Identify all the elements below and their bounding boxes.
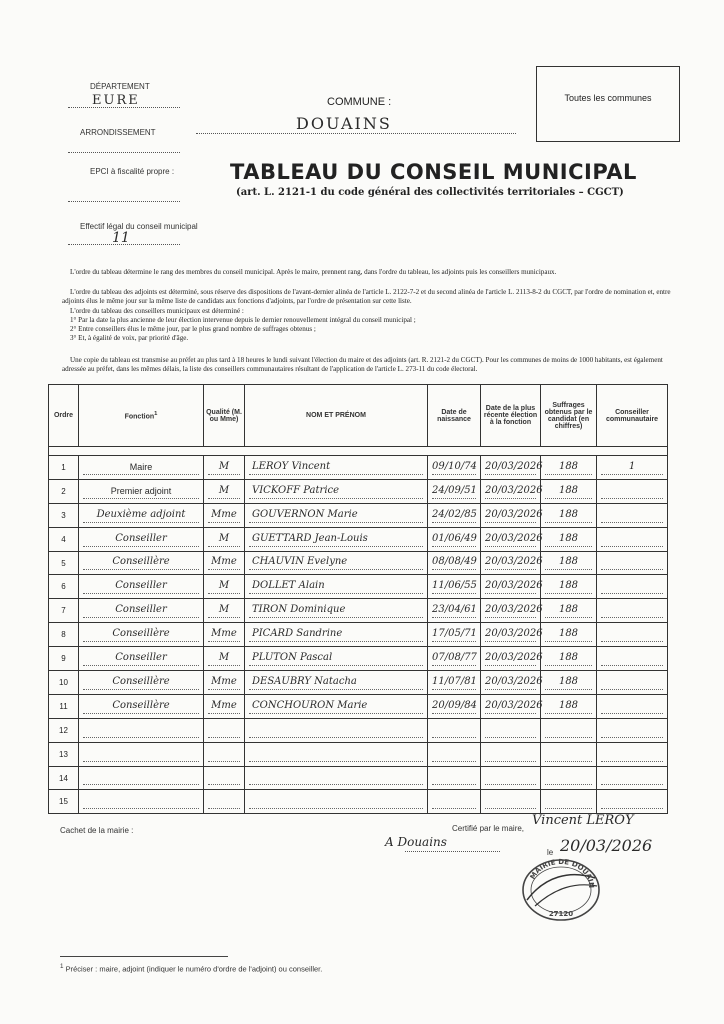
cell-fonction: [79, 479, 204, 503]
table-row: [49, 575, 668, 599]
mairie-stamp: [515, 856, 605, 924]
cell-qualite: [204, 694, 245, 718]
cell-naissance: [428, 503, 481, 527]
cell-communautaire-value: [601, 484, 663, 499]
cell-naissance-value: 09/10/74: [432, 460, 476, 475]
cell-fonction-value: [83, 794, 199, 809]
footnote-number: 1: [60, 963, 64, 970]
cell-nom: [245, 527, 428, 551]
cell-naissance: [428, 790, 481, 814]
cell-nom: [245, 671, 428, 695]
cell-qualite-value: Mme: [208, 555, 240, 570]
cell-communautaire: [597, 599, 668, 623]
cell-nom-value: CONCHOURON Marie: [249, 699, 423, 714]
cell-communautaire-value: 1: [601, 460, 663, 475]
cell-suffrages-value: 188: [545, 508, 592, 523]
paragraph-rule-3: 3° Et, à égalité de voix, par priorité d'âge.: [70, 334, 189, 342]
cell-nom: [245, 718, 428, 742]
cell-suffrages: [541, 766, 597, 790]
cell-nom-value: [249, 794, 423, 809]
cell-nom: [245, 599, 428, 623]
cell-qualite-value: [208, 770, 240, 785]
stamp-graphic: [515, 856, 605, 924]
cell-naissance: [428, 456, 481, 480]
cell-qualite-value: [208, 794, 240, 809]
cell-naissance-value: 17/05/71: [432, 627, 476, 642]
cell-naissance: [428, 599, 481, 623]
cell-fonction-value: [83, 770, 199, 785]
epci-label: EPCI à fiscalité propre :: [90, 167, 175, 176]
cell-qualite-value: Mme: [208, 508, 240, 523]
cell-nom-value: PICARD Sandrine: [249, 627, 423, 642]
cell-naissance: [428, 647, 481, 671]
cell-fonction: [79, 694, 204, 718]
cell-ordre: 2: [49, 479, 79, 503]
certifie-label: Certifié par le maire,: [452, 824, 525, 833]
cell-naissance: [428, 623, 481, 647]
cell-fonction: [79, 671, 204, 695]
table-header-row: [49, 385, 668, 447]
cell-election-value: 20/03/2026: [485, 460, 536, 475]
cell-election-value: 20/03/2026: [485, 675, 536, 690]
cell-fonction: [79, 575, 204, 599]
cell-qualite: [204, 551, 245, 575]
cell-nom-value: DESAUBRY Natacha: [249, 675, 423, 690]
arrondissement-line: [68, 152, 180, 153]
cell-suffrages: [541, 479, 597, 503]
cell-naissance-value: [432, 770, 476, 785]
cell-election-value: 20/03/2026: [485, 555, 536, 570]
cell-ordre: 9: [49, 647, 79, 671]
cell-naissance: [428, 575, 481, 599]
cell-suffrages: [541, 456, 597, 480]
cell-election-value: 20/03/2026: [485, 532, 536, 547]
cell-fonction-value: [83, 747, 199, 762]
cell-qualite-value: M: [208, 484, 240, 499]
cell-nom-value: TIRON Dominique: [249, 603, 423, 618]
cell-qualite: [204, 527, 245, 551]
cell-fonction-value: Conseillère: [83, 555, 199, 570]
cell-nom: [245, 694, 428, 718]
stamp-text: MAIRIE DE DOUAIN: [528, 857, 596, 889]
cell-fonction: [79, 503, 204, 527]
cell-fonction: [79, 527, 204, 551]
cell-nom: [245, 479, 428, 503]
cell-communautaire-value: [601, 794, 663, 809]
cell-suffrages: [541, 694, 597, 718]
cell-ordre: 11: [49, 694, 79, 718]
cell-fonction-value: Conseillère: [83, 699, 199, 714]
cell-communautaire: [597, 551, 668, 575]
cell-communautaire: [597, 623, 668, 647]
cell-suffrages-value: 188: [545, 555, 592, 570]
arrondissement-label: ARRONDISSEMENT: [80, 128, 156, 137]
effectif-line: [68, 244, 180, 245]
cell-naissance: [428, 671, 481, 695]
departement-label: DÉPARTEMENT: [90, 82, 150, 91]
cell-ordre: 8: [49, 623, 79, 647]
cell-naissance-value: [432, 794, 476, 809]
cell-qualite-value: M: [208, 603, 240, 618]
cell-ordre: 3: [49, 503, 79, 527]
cell-naissance: [428, 527, 481, 551]
header-ordre: Ordre: [49, 385, 79, 447]
table-row: [49, 551, 668, 575]
page-title: TABLEAU DU CONSEIL MUNICIPAL: [230, 160, 637, 184]
cell-communautaire-value: [601, 723, 663, 738]
cell-qualite: [204, 647, 245, 671]
cell-fonction-value: Deuxième adjoint: [83, 508, 199, 523]
cell-election: [481, 623, 541, 647]
cell-communautaire-value: [601, 651, 663, 666]
cell-suffrages-value: [545, 723, 592, 738]
cell-election: [481, 671, 541, 695]
cell-election: [481, 503, 541, 527]
paragraph-conseillers: L'ordre du tableau des conseillers municipaux est déterminé :: [70, 307, 244, 315]
cell-nom-value: GOUVERNON Marie: [249, 508, 423, 523]
cell-qualite-value: Mme: [208, 699, 240, 714]
paragraph-rule-1: 1° Par la date la plus ancienne de leur élection intervenue depuis le dernier renouvellement intégral du conseil municipal ;: [70, 316, 416, 324]
communes-box-text: Toutes les communes: [564, 93, 652, 103]
cell-naissance-value: [432, 723, 476, 738]
cell-qualite: [204, 790, 245, 814]
cell-qualite: [204, 742, 245, 766]
cell-qualite: [204, 599, 245, 623]
cell-qualite: [204, 766, 245, 790]
footnote-marker: 1: [154, 410, 158, 417]
stamp-code: 27120: [548, 910, 574, 918]
cell-election: [481, 790, 541, 814]
table-row: [49, 599, 668, 623]
cell-nom-value: PLUTON Pascal: [249, 651, 423, 666]
table-row: [49, 623, 668, 647]
communes-box: [536, 66, 680, 142]
cell-ordre: 6: [49, 575, 79, 599]
cell-qualite-value: M: [208, 532, 240, 547]
cell-naissance-value: 24/09/51: [432, 484, 476, 499]
header-election: Date de la plus récente élection à la fonction: [481, 385, 541, 447]
cell-fonction: [79, 742, 204, 766]
table-row: [49, 694, 668, 718]
departement-value: EURE: [92, 93, 140, 108]
cell-election-value: 20/03/2026: [485, 699, 536, 714]
cell-communautaire: [597, 647, 668, 671]
cell-naissance-value: [432, 747, 476, 762]
signature-date: 20/03/2026: [560, 836, 653, 855]
cell-fonction-value: Conseiller: [83, 579, 199, 594]
cell-suffrages: [541, 623, 597, 647]
cell-suffrages: [541, 599, 597, 623]
cell-fonction-value: Conseiller: [83, 603, 199, 618]
cell-naissance: [428, 479, 481, 503]
cell-ordre: 1: [49, 456, 79, 480]
cell-ordre: 15: [49, 790, 79, 814]
cell-naissance: [428, 694, 481, 718]
cell-ordre: 5: [49, 551, 79, 575]
cell-fonction: [79, 551, 204, 575]
cell-election-value: 20/03/2026: [485, 603, 536, 618]
cell-election: [481, 599, 541, 623]
cell-election: [481, 766, 541, 790]
cell-qualite: [204, 671, 245, 695]
cell-fonction-value: Conseiller: [83, 651, 199, 666]
cell-nom-value: [249, 747, 423, 762]
cell-fonction: [79, 623, 204, 647]
cell-communautaire-value: [601, 627, 663, 642]
epci-line: [68, 201, 180, 202]
signature-name: Vincent LEROY: [532, 813, 634, 828]
footnote: [60, 963, 322, 974]
cell-suffrages-value: 188: [545, 532, 592, 547]
cell-naissance-value: 11/06/55: [432, 579, 476, 594]
cell-nom-value: DOLLET Alain: [249, 579, 423, 594]
cell-communautaire: [597, 456, 668, 480]
cell-election-value: [485, 723, 536, 738]
cell-election: [481, 718, 541, 742]
cell-suffrages-value: 188: [545, 675, 592, 690]
conseil-table: [48, 384, 668, 814]
paragraph-transmission: Une copie du tableau est transmise au préfet au plus tard à 18 heures le lundi suivant l'élection du maire et des adjoints (art. R. 2121-2 du CGCT). Pour les communes de moins de 1000 habitants, est également adressée au préfet, dans les mêmes délais, la liste des conseillers communautaires résultant de l'application de l'article L. 273-11 du code électoral.: [62, 356, 663, 373]
cell-qualite-value: Mme: [208, 675, 240, 690]
cell-communautaire: [597, 575, 668, 599]
cell-qualite-value: [208, 747, 240, 762]
place-line: [405, 851, 500, 852]
cell-suffrages: [541, 551, 597, 575]
cell-election-value: 20/03/2026: [485, 651, 536, 666]
cell-communautaire-value: [601, 603, 663, 618]
cell-suffrages: [541, 647, 597, 671]
cell-fonction-value: Conseiller: [83, 532, 199, 547]
header-naissance: Date de naissance: [428, 385, 481, 447]
effectif-value: 11: [112, 230, 130, 246]
cell-suffrages-value: [545, 794, 592, 809]
cell-naissance: [428, 551, 481, 575]
cell-communautaire: [597, 671, 668, 695]
cell-naissance-value: 07/08/77: [432, 651, 476, 666]
cell-suffrages-value: 188: [545, 603, 592, 618]
cell-fonction: [79, 456, 204, 480]
table-row: [49, 790, 668, 814]
cell-election-value: [485, 794, 536, 809]
cell-ordre: 14: [49, 766, 79, 790]
cell-nom-value: [249, 723, 423, 738]
cell-election: [481, 551, 541, 575]
cell-communautaire: [597, 766, 668, 790]
cell-election: [481, 575, 541, 599]
cell-qualite: [204, 479, 245, 503]
cell-fonction-value: Conseillère: [83, 675, 199, 690]
cell-election: [481, 479, 541, 503]
cell-nom: [245, 790, 428, 814]
cell-fonction-value: [83, 723, 199, 738]
cell-naissance-value: 01/06/49: [432, 532, 476, 547]
cell-nom-value: VICKOFF Patrice: [249, 484, 423, 499]
cell-nom: [245, 766, 428, 790]
cell-suffrages-value: [545, 770, 592, 785]
paragraph-rule-2: 2° Entre conseillers élus le même jour, par le plus grand nombre de suffrages obtenus ;: [70, 325, 316, 333]
cell-election: [481, 647, 541, 671]
header-nom: NOM ET PRÉNOM: [245, 385, 428, 447]
table-row: [49, 527, 668, 551]
cell-ordre: 10: [49, 671, 79, 695]
cell-communautaire: [597, 503, 668, 527]
cell-nom-value: [249, 770, 423, 785]
footnote-text: Préciser : maire, adjoint (indiquer le numéro d'ordre de l'adjoint) ou conseiller.: [65, 964, 323, 974]
cell-qualite-value: M: [208, 460, 240, 475]
cell-suffrages-value: 188: [545, 460, 592, 475]
cell-communautaire-value: [601, 532, 663, 547]
cell-election-value: [485, 770, 536, 785]
cell-nom-value: GUETTARD Jean-Louis: [249, 532, 423, 547]
cell-fonction-value: Premier adjoint: [83, 484, 199, 499]
cell-election: [481, 456, 541, 480]
cell-nom: [245, 742, 428, 766]
cell-suffrages: [541, 503, 597, 527]
cell-communautaire-value: [601, 579, 663, 594]
cell-suffrages-value: [545, 747, 592, 762]
cell-nom: [245, 551, 428, 575]
cell-fonction-value: Maire: [83, 460, 199, 475]
cell-naissance: [428, 718, 481, 742]
departement-line: [68, 107, 180, 108]
cell-communautaire: [597, 790, 668, 814]
cell-nom-value: CHAUVIN Evelyne: [249, 555, 423, 570]
cell-ordre: 7: [49, 599, 79, 623]
commune-value: DOUAINS: [296, 114, 392, 133]
cell-nom-value: LEROY Vincent: [249, 460, 423, 475]
cell-suffrages-value: 188: [545, 699, 592, 714]
cell-qualite: [204, 503, 245, 527]
cell-qualite-value: [208, 723, 240, 738]
cell-election-value: 20/03/2026: [485, 484, 536, 499]
paragraph-ordre: L'ordre du tableau détermine le rang des membres du conseil municipal. Après le maire, prennent rang, dans l'ordre du tableau, les adjoints puis les conseillers municipaux.: [70, 268, 557, 276]
cell-communautaire: [597, 742, 668, 766]
cell-suffrages: [541, 742, 597, 766]
table-row: [49, 766, 668, 790]
cachet-label: Cachet de la mairie :: [60, 826, 134, 835]
cell-communautaire-value: [601, 747, 663, 762]
date-prefix: le: [547, 848, 554, 857]
cell-communautaire-value: [601, 508, 663, 523]
cell-communautaire-value: [601, 555, 663, 570]
header-qualite: Qualité (M. ou Mme): [204, 385, 245, 447]
cell-nom: [245, 623, 428, 647]
header-fonction: Fonction$^1$: [79, 385, 204, 447]
cell-suffrages: [541, 718, 597, 742]
cell-suffrages: [541, 575, 597, 599]
cell-qualite-value: M: [208, 651, 240, 666]
cell-election-value: 20/03/2026: [485, 627, 536, 642]
cell-nom: [245, 503, 428, 527]
cell-communautaire: [597, 527, 668, 551]
cell-communautaire-value: [601, 699, 663, 714]
header-communautaire: Conseiller communautaire: [597, 385, 668, 447]
signature-place: A Douains: [385, 835, 447, 849]
cell-ordre: 13: [49, 742, 79, 766]
cell-suffrages-value: 188: [545, 579, 592, 594]
table-row: [49, 456, 668, 480]
cell-suffrages-value: 188: [545, 484, 592, 499]
cell-qualite: [204, 718, 245, 742]
cell-naissance: [428, 766, 481, 790]
cell-election: [481, 527, 541, 551]
cell-qualite-value: M: [208, 579, 240, 594]
cell-qualite: [204, 623, 245, 647]
cell-naissance-value: 24/02/85: [432, 508, 476, 523]
table-row: [49, 503, 668, 527]
cell-communautaire-value: [601, 675, 663, 690]
cell-suffrages: [541, 790, 597, 814]
cell-election-value: 20/03/2026: [485, 579, 536, 594]
cell-communautaire-value: [601, 770, 663, 785]
table-row: [49, 647, 668, 671]
cell-communautaire: [597, 718, 668, 742]
effectif-label: Effectif légal du conseil municipal: [80, 222, 198, 231]
footnote-rule: [60, 956, 228, 957]
header-suffrages: Suffrages obtenus par le candidat (en chiffres): [541, 385, 597, 447]
cell-election: [481, 694, 541, 718]
table-row: [49, 479, 668, 503]
cell-qualite: [204, 456, 245, 480]
cell-naissance-value: 20/09/84: [432, 699, 476, 714]
cell-suffrages: [541, 671, 597, 695]
cell-election-value: 20/03/2026: [485, 508, 536, 523]
cell-fonction: [79, 647, 204, 671]
cell-naissance-value: 11/07/81: [432, 675, 476, 690]
cell-suffrages: [541, 527, 597, 551]
cell-suffrages-value: 188: [545, 651, 592, 666]
cell-naissance: [428, 742, 481, 766]
commune-label: COMMUNE :: [327, 96, 392, 108]
cell-communautaire: [597, 479, 668, 503]
paragraph-adjoints: L'ordre du tableau des adjoints est déterminé, sous réserve des dispositions de l'avant-dernier alinéa de l'article L. 2122-7-2 et du second alinéa de l'article L. 2113-8-2 du CGCT, par l'ordre de nomination et, entre adjoints élus le même jour sur la même liste de candidats aux fonctions d'adjoints, par l'ordre de présentation sur cette liste.: [62, 288, 671, 305]
page-subtitle: (art. L. 2121-1 du code général des collectivités territoriales – CGCT): [236, 187, 624, 198]
cell-qualite-value: Mme: [208, 627, 240, 642]
cell-suffrages-value: 188: [545, 627, 592, 642]
cell-fonction: [79, 599, 204, 623]
cell-election-value: [485, 747, 536, 762]
cell-ordre: 12: [49, 718, 79, 742]
table-row: [49, 671, 668, 695]
table-row: [49, 718, 668, 742]
cell-qualite: [204, 575, 245, 599]
cell-ordre: 4: [49, 527, 79, 551]
cell-nom: [245, 575, 428, 599]
cell-naissance-value: 08/08/49: [432, 555, 476, 570]
cell-fonction: [79, 718, 204, 742]
cell-fonction: [79, 790, 204, 814]
cell-nom: [245, 647, 428, 671]
commune-line: [196, 133, 516, 134]
cell-fonction: [79, 766, 204, 790]
cell-election: [481, 742, 541, 766]
cell-nom: [245, 456, 428, 480]
cell-communautaire: [597, 694, 668, 718]
cell-naissance-value: 23/04/61: [432, 603, 476, 618]
cell-fonction-value: Conseillère: [83, 627, 199, 642]
table-row: [49, 742, 668, 766]
